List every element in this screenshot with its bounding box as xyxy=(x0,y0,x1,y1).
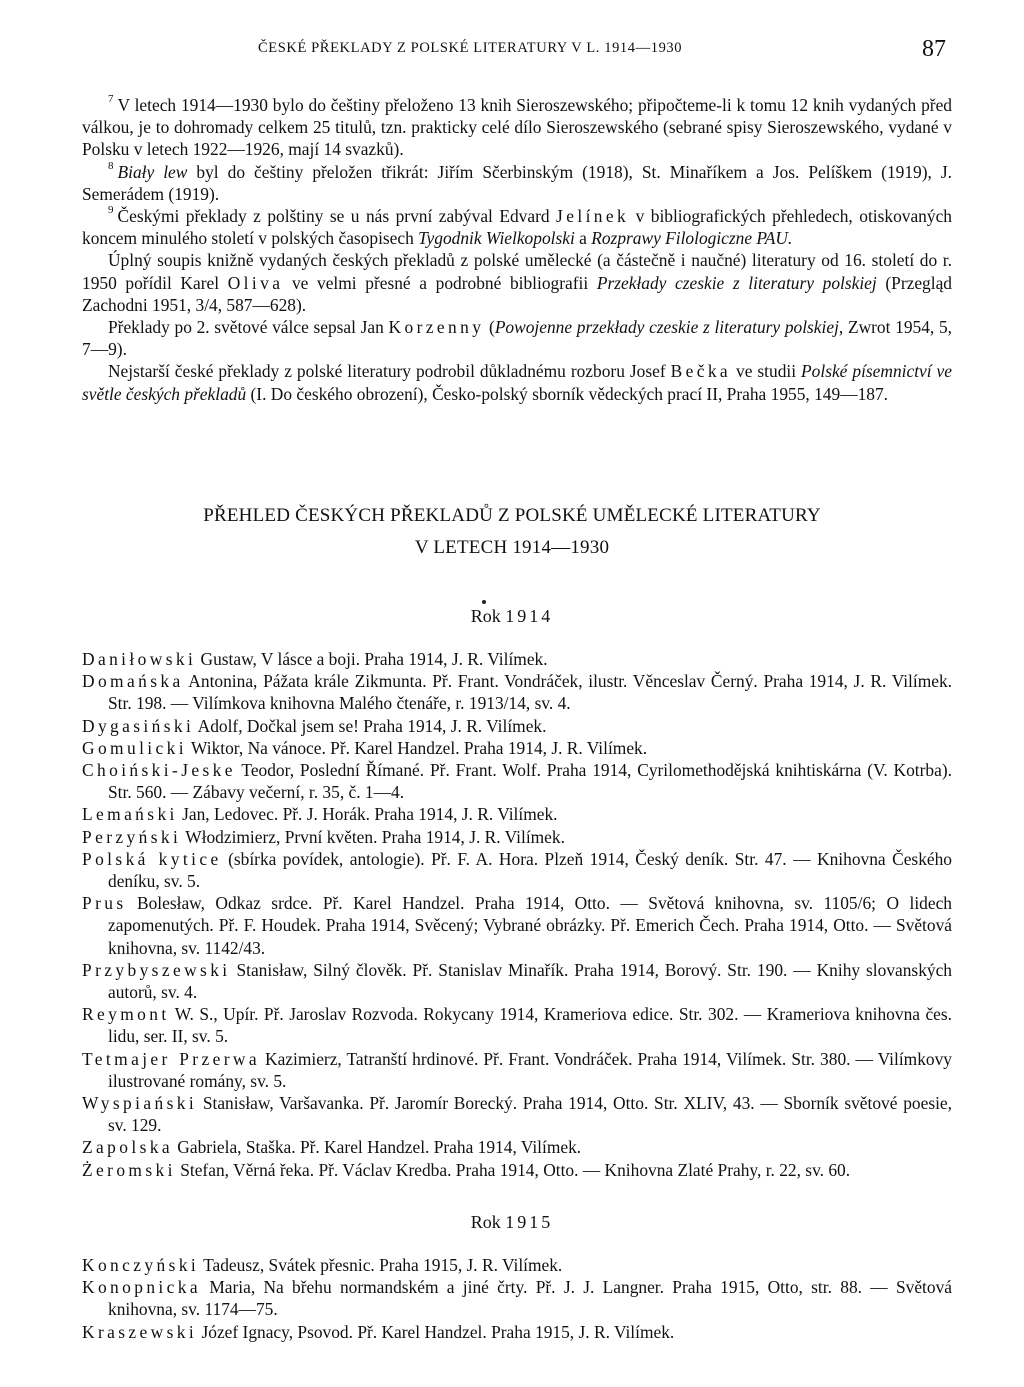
note-text: ve velmi přesné a podrobné bibliografii xyxy=(283,272,597,293)
note-text: ( xyxy=(484,317,495,338)
entry-author: Żeromski xyxy=(82,1159,176,1180)
entry-details: Gabriela, Staška. Př. Karel Handzel. Praha 1914, Vilímek. xyxy=(172,1137,582,1158)
entry-details: Adolf, Dočkal jsem se! Praha 1914, J. R. Vilímek. xyxy=(194,715,547,736)
entry-details: Stanisław, Varšavanka. Př. Jaromír Borecký. Praha 1914, Otto. Str. XLIV, 43. — Sborník světové poesie, sv. 129. xyxy=(108,1093,952,1136)
footnote-mark: 8 xyxy=(108,159,114,172)
footnote-9 xyxy=(82,205,952,249)
bibliography-entry xyxy=(82,648,952,670)
section-heading: PŘEHLED ČESKÝCH PŘEKLADŮ Z POLSKÉ UMĚLECKÉ LITERATURY xyxy=(203,505,821,526)
bibliography-entry xyxy=(82,1136,952,1158)
footnote-mark: 9 xyxy=(108,204,114,217)
note-text: , Zwrot 1954, 5, 7—9). xyxy=(82,317,952,360)
footnote-text: v bibliografických přehledech, otiskovaných koncem minulého století v polských časopisech xyxy=(82,206,952,249)
entry-author: Zapolska xyxy=(82,1137,173,1158)
entry-author: Reymont xyxy=(82,1004,170,1025)
note-text: (Przegląd Zachodni 1951, 3/4, 587—628). xyxy=(82,272,952,315)
bibliography-entry xyxy=(82,892,952,959)
note-paragraph xyxy=(82,360,952,404)
year-heading-1914 xyxy=(0,606,1024,627)
entry-details: Jan, Ledovec. Př. J. Horák. Praha 1914, J. R. Vilímek. xyxy=(177,804,558,825)
entry-details: W. S., Upír. Př. Jaroslav Rozvoda. Rokycany 1914, Krameriova edice. Str. 302. — Krameriova knihovna čes. lidu, ser. II, sv. 5. xyxy=(108,1004,952,1047)
entry-details: Józef Ignacy, Psovod. Př. Karel Handzel. Praha 1915, J. R. Vilímek. xyxy=(197,1321,675,1342)
entry-author: Kraszewski xyxy=(82,1321,198,1342)
footnote-text: byl do češtiny přeložen třikrát: Jiřím Sčerbinským (1918), St. Minaříkem a Jos. Pelíškem (1919), J. Semerádem (1919). xyxy=(82,161,952,204)
bibliography-entry xyxy=(82,1254,952,1276)
entry-author: Prus xyxy=(82,893,127,914)
note-text: Úplný soupis knižně vydaných českých překladů z polské umělecké (a částečně i naučné) literatury od 16. století do r. 1950 pořídil Karel xyxy=(82,250,952,293)
periodical-title: Rozprawy Filologiczne PAU. xyxy=(591,228,793,249)
entry-author: Dygasiński xyxy=(82,715,195,736)
bibliography-entry xyxy=(82,737,952,759)
bibliography-entry xyxy=(82,1159,952,1181)
entry-author: Tetmajer Przerwa xyxy=(82,1048,260,1069)
entry-details: Teodor, Poslední Římané. Př. Frant. Wolf. Praha 1914, Cyrilomethodějská knihtiskárna (V. Kotrba). Str. 560. — Zábavy večerní, r. 35, č. 1—4. xyxy=(108,760,952,803)
author-name: Bečka xyxy=(670,361,732,382)
note-text: Nejstarší české překlady z polské literatury podrobil důkladnému rozboru Josef xyxy=(108,361,671,382)
footnotes xyxy=(82,94,952,405)
note-text: (I. Do českého obrození), Česko-polský sborník vědeckých prací II, Praha 1955, 149—187. xyxy=(246,383,889,404)
year-number: 1914 xyxy=(505,606,554,626)
bibliography-entry xyxy=(82,1003,952,1047)
note-text: Překlady po 2. světové válce sepsal Jan xyxy=(108,317,389,338)
entry-author: Konopnicka xyxy=(82,1277,202,1298)
author-name: Korzenny xyxy=(388,317,485,338)
bibliography-entry xyxy=(82,1048,952,1092)
year-heading-1915 xyxy=(0,1212,1024,1233)
entry-details: (sbírka povídek, antologie). Př. F. A. Hora. Plzeň 1914, Český deník. Str. 47. — Knihovna Českého deníku, sv. 5. xyxy=(108,848,953,892)
year-label: Rok xyxy=(470,1212,501,1232)
year-number: 1915 xyxy=(505,1212,554,1232)
footnote-8 xyxy=(82,161,952,205)
entry-details: Tadeusz, Svátek přesnic. Praha 1915, J. R. Vilímek. xyxy=(199,1255,563,1275)
bibliography-entry xyxy=(82,1321,952,1343)
note-text: ve studii xyxy=(731,361,802,382)
entry-details: Maria, Na břehu normandském a jiné črty. Př. J. J. Langner. Praha 1915, Otto, str. 88. — Světová knihovna, sv. 1174—75. xyxy=(108,1277,952,1320)
running-header xyxy=(0,38,1024,62)
footnote-text: V letech 1914—1930 bylo do češtiny přeloženo 13 knih Sieroszewského; připočteme-li k tomu 12 knih vydaných před válkou, je to dohromady celkem 25 titulů, tzn. prakticky celé dílo Sieroszewského (sebrané spisy Sieroszewského, vydané v Polsku v letech 1922—1926, mají 14 svazků). xyxy=(82,95,952,160)
entry-details: Gustaw, V lásce a boji. Praha 1914, J. R. Vilímek. xyxy=(196,649,548,669)
bibliography-entry xyxy=(82,848,952,892)
entry-details: Kazimierz, Tatranští hrdinové. Př. Frant. Vondráček. Praha 1914, Vilímek. Str. 380. — Vilímkovy ilustrované romány, sv. 5. xyxy=(108,1048,952,1091)
running-title: ČESKÉ PŘEKLADY Z POLSKÉ LITERATURY V L. 1914—1930 xyxy=(258,40,683,56)
bibliography-entry xyxy=(82,715,952,737)
footnote-7 xyxy=(82,94,952,161)
entry-author: Daniłowski xyxy=(82,649,197,669)
note-paragraph xyxy=(82,249,952,316)
bibliography-entry xyxy=(82,670,952,714)
footnote-text: Českými překlady z polštiny se u nás první zabýval Edvard xyxy=(117,206,557,227)
bibliography-1914 xyxy=(82,648,952,1181)
bibliography-entry xyxy=(82,826,952,848)
bibliography-entry xyxy=(82,959,952,1003)
print-speck xyxy=(482,600,486,604)
bibliography-1915 xyxy=(82,1254,952,1343)
entry-author: Polská kytice xyxy=(82,848,222,869)
entry-author: Przybyszewski xyxy=(82,959,231,980)
bibliography-entry xyxy=(82,759,952,803)
work-title: Polské písemnictví ve světle českých překladů xyxy=(82,361,952,404)
entry-author: Konczyński xyxy=(82,1255,200,1275)
entry-details: Stefan, Věrná řeka. Př. Václav Kredba. Praha 1914, Otto. — Knihovna Zlaté Prahy, r. 22, sv. 60. xyxy=(175,1159,851,1180)
entry-author: Gomulicki xyxy=(82,737,187,758)
author-name: Oliva xyxy=(227,272,284,293)
entry-details: Wiktor, Na vánoce. Př. Karel Handzel. Praha 1914, J. R. Vilímek. xyxy=(187,737,648,758)
entry-author: Wyspiański xyxy=(82,1093,198,1114)
entry-details: Bolesław, Odkaz srdce. Př. Karel Handzel. Praha 1914, Otto. — Světová knihovna, sv. 1105/6; O lidech zapomenutých. Př. F. Houdek. Praha 1914, Svěcený; Vybrané obrázky. Př. Emerich Čech. Praha 1914, Otto. — Světová knihovna, sv. 1142/43. xyxy=(108,893,952,958)
section-subheading: V LETECH 1914—1930 xyxy=(414,537,610,558)
entry-author: Perzyński xyxy=(82,826,182,847)
entry-details: Włodzimierz, První květen. Praha 1914, J. R. Vilímek. xyxy=(181,826,565,847)
year-label: Rok xyxy=(470,606,501,626)
bibliography-entry xyxy=(82,1092,952,1136)
work-title: Przekłady czeskie z literatury polskiej xyxy=(596,272,877,293)
work-title: Biały lew xyxy=(117,161,188,182)
entry-details: Antonina, Pážata krále Zikmunta. Př. Frant. Vondráček, ilustr. Věnceslav Černý. Praha 1914, J. R. Vilímek. Str. 198. — Vilímkova knihovna Malého čtenáře, r. 1913/14, sv. 4. xyxy=(108,671,952,714)
entry-author: Domańska xyxy=(82,671,184,692)
footnote-text: a xyxy=(574,228,592,249)
page-number: 87 xyxy=(922,36,946,62)
bibliography-entry xyxy=(82,1276,952,1320)
entry-author: Choiński-Jeske xyxy=(82,760,236,781)
author-name: Jelínek xyxy=(556,206,630,227)
bibliography-entry xyxy=(82,803,952,825)
footnote-mark: 7 xyxy=(108,93,114,105)
entry-author: Lemański xyxy=(82,804,178,825)
periodical-title: Tygodnik Wielkopolski xyxy=(418,228,575,249)
work-title: Powojenne przekłady czeskie z literatury polskiej xyxy=(494,317,839,338)
note-paragraph xyxy=(82,316,952,360)
entry-details: Stanisław, Silný člověk. Př. Stanislav Minařík. Praha 1914, Borový. Str. 190. — Knihy slovanských autorů, sv. 4. xyxy=(108,959,952,1003)
